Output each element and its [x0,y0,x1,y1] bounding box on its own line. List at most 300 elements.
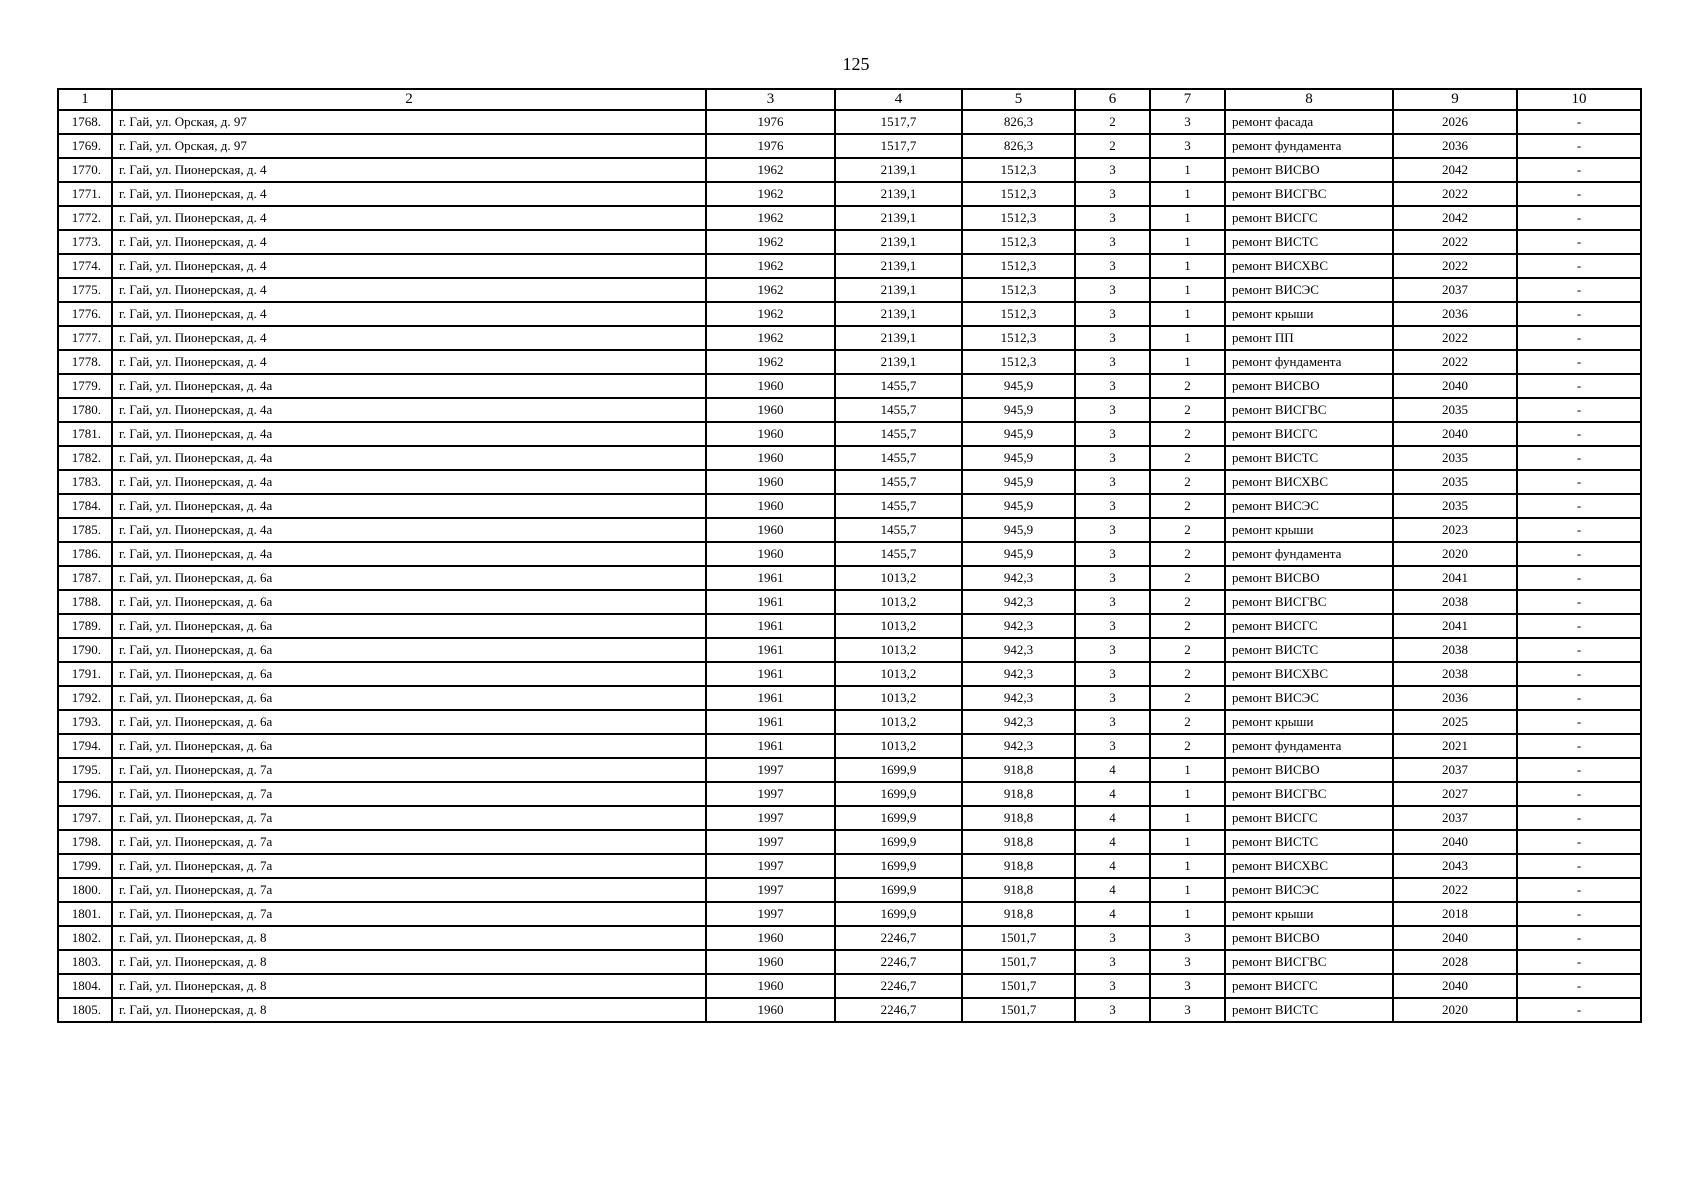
cell-living-area: 1512,3 [962,206,1075,230]
cell-planned-year: 2040 [1393,374,1517,398]
cell-entrances: 2 [1150,614,1225,638]
cell-entrances: 1 [1150,878,1225,902]
cell-floors: 3 [1075,374,1150,398]
cell-row-number: 1798. [58,830,112,854]
cell-note: - [1517,518,1641,542]
cell-note: - [1517,254,1641,278]
cell-note: - [1517,974,1641,998]
cell-row-number: 1801. [58,902,112,926]
cell-year-built: 1997 [706,830,835,854]
page-number: 125 [842,54,870,74]
cell-address: г. Гай, ул. Пионерская, д. 8 [112,974,706,998]
cell-total-area: 1455,7 [835,494,962,518]
table-body [58,110,1641,1022]
cell-floors: 3 [1075,734,1150,758]
cell-row-number: 1785. [58,518,112,542]
cell-floors: 3 [1075,926,1150,950]
table-row [58,158,1641,182]
cell-entrances: 1 [1150,902,1225,926]
cell-planned-year: 2035 [1393,494,1517,518]
cell-row-number: 1775. [58,278,112,302]
cell-row-number: 1779. [58,374,112,398]
cell-floors: 3 [1075,542,1150,566]
cell-entrances: 2 [1150,638,1225,662]
cell-floors: 3 [1075,182,1150,206]
cell-planned-year: 2028 [1393,950,1517,974]
cell-row-number: 1777. [58,326,112,350]
table-row [58,710,1641,734]
cell-living-area: 942,3 [962,686,1075,710]
table-row [58,590,1641,614]
cell-entrances: 2 [1150,422,1225,446]
cell-total-area: 1013,2 [835,590,962,614]
cell-floors: 3 [1075,158,1150,182]
cell-living-area: 942,3 [962,734,1075,758]
column-header: 5 [962,89,1075,110]
cell-entrances: 2 [1150,662,1225,686]
cell-work-type: ремонт ВИСВО [1225,158,1393,182]
cell-note: - [1517,854,1641,878]
cell-row-number: 1795. [58,758,112,782]
cell-note: - [1517,926,1641,950]
cell-entrances: 2 [1150,686,1225,710]
cell-planned-year: 2040 [1393,974,1517,998]
cell-planned-year: 2040 [1393,926,1517,950]
cell-year-built: 1960 [706,374,835,398]
cell-living-area: 1512,3 [962,278,1075,302]
cell-floors: 3 [1075,518,1150,542]
cell-address: г. Гай, ул. Пионерская, д. 8 [112,998,706,1022]
cell-total-area: 1455,7 [835,542,962,566]
cell-address: г. Гай, ул. Пионерская, д. 4 [112,182,706,206]
table-row [58,134,1641,158]
cell-address: г. Гай, ул. Орская, д. 97 [112,110,706,134]
cell-entrances: 3 [1150,110,1225,134]
cell-planned-year: 2020 [1393,998,1517,1022]
cell-note: - [1517,566,1641,590]
cell-planned-year: 2018 [1393,902,1517,926]
cell-total-area: 1013,2 [835,710,962,734]
cell-total-area: 2139,1 [835,230,962,254]
cell-floors: 3 [1075,662,1150,686]
cell-living-area: 1512,3 [962,326,1075,350]
cell-address: г. Гай, ул. Пионерская, д. 4 [112,206,706,230]
cell-address: г. Гай, ул. Пионерская, д. 4 [112,326,706,350]
cell-living-area: 945,9 [962,470,1075,494]
cell-note: - [1517,326,1641,350]
cell-entrances: 2 [1150,566,1225,590]
cell-work-type: ремонт ПП [1225,326,1393,350]
table-row [58,758,1641,782]
cell-living-area: 945,9 [962,398,1075,422]
cell-note: - [1517,110,1641,134]
cell-row-number: 1770. [58,158,112,182]
cell-row-number: 1780. [58,398,112,422]
cell-row-number: 1797. [58,806,112,830]
table-row [58,566,1641,590]
cell-row-number: 1771. [58,182,112,206]
cell-year-built: 1962 [706,158,835,182]
cell-floors: 3 [1075,950,1150,974]
cell-living-area: 942,3 [962,614,1075,638]
cell-row-number: 1787. [58,566,112,590]
cell-year-built: 1976 [706,110,835,134]
cell-address: г. Гай, ул. Пионерская, д. 7а [112,830,706,854]
cell-year-built: 1997 [706,902,835,926]
column-header: 2 [112,89,706,110]
cell-total-area: 1455,7 [835,470,962,494]
cell-total-area: 2139,1 [835,158,962,182]
cell-year-built: 1961 [706,566,835,590]
cell-note: - [1517,422,1641,446]
cell-entrances: 1 [1150,206,1225,230]
cell-year-built: 1960 [706,470,835,494]
cell-year-built: 1962 [706,350,835,374]
cell-row-number: 1774. [58,254,112,278]
cell-planned-year: 2040 [1393,422,1517,446]
cell-work-type: ремонт ВИСГС [1225,806,1393,830]
cell-total-area: 1013,2 [835,734,962,758]
cell-floors: 3 [1075,470,1150,494]
cell-living-area: 942,3 [962,662,1075,686]
cell-work-type: ремонт ВИСЭС [1225,278,1393,302]
table-row [58,638,1641,662]
cell-year-built: 1961 [706,686,835,710]
cell-year-built: 1997 [706,854,835,878]
cell-year-built: 1997 [706,758,835,782]
cell-floors: 3 [1075,446,1150,470]
cell-total-area: 1455,7 [835,374,962,398]
cell-address: г. Гай, ул. Пионерская, д. 6а [112,734,706,758]
table-row [58,902,1641,926]
cell-work-type: ремонт ВИСВО [1225,758,1393,782]
cell-address: г. Гай, ул. Пионерская, д. 4 [112,350,706,374]
cell-living-area: 918,8 [962,758,1075,782]
cell-note: - [1517,878,1641,902]
cell-planned-year: 2038 [1393,590,1517,614]
cell-year-built: 1962 [706,278,835,302]
cell-work-type: ремонт крыши [1225,902,1393,926]
cell-row-number: 1776. [58,302,112,326]
cell-living-area: 942,3 [962,566,1075,590]
cell-planned-year: 2023 [1393,518,1517,542]
cell-living-area: 918,8 [962,806,1075,830]
cell-entrances: 1 [1150,302,1225,326]
table-row [58,998,1641,1022]
cell-work-type: ремонт ВИСЭС [1225,878,1393,902]
cell-planned-year: 2035 [1393,398,1517,422]
cell-entrances: 1 [1150,806,1225,830]
cell-floors: 2 [1075,110,1150,134]
cell-address: г. Гай, ул. Пионерская, д. 4а [112,518,706,542]
table-row [58,470,1641,494]
cell-total-area: 2246,7 [835,950,962,974]
cell-work-type: ремонт ВИСХВС [1225,254,1393,278]
cell-living-area: 945,9 [962,422,1075,446]
cell-entrances: 3 [1150,974,1225,998]
cell-floors: 3 [1075,326,1150,350]
column-header: 3 [706,89,835,110]
cell-work-type: ремонт ВИСТС [1225,638,1393,662]
cell-total-area: 1517,7 [835,110,962,134]
cell-note: - [1517,782,1641,806]
cell-work-type: ремонт ВИСТС [1225,830,1393,854]
cell-entrances: 1 [1150,158,1225,182]
cell-note: - [1517,542,1641,566]
cell-floors: 3 [1075,398,1150,422]
cell-floors: 3 [1075,566,1150,590]
cell-work-type: ремонт ВИСТС [1225,998,1393,1022]
cell-work-type: ремонт ВИСГВС [1225,950,1393,974]
cell-planned-year: 2042 [1393,206,1517,230]
table-row [58,686,1641,710]
cell-year-built: 1997 [706,806,835,830]
cell-row-number: 1802. [58,926,112,950]
cell-note: - [1517,374,1641,398]
cell-note: - [1517,350,1641,374]
column-header: 6 [1075,89,1150,110]
cell-note: - [1517,806,1641,830]
cell-total-area: 2139,1 [835,278,962,302]
cell-row-number: 1768. [58,110,112,134]
cell-note: - [1517,758,1641,782]
cell-entrances: 2 [1150,374,1225,398]
cell-work-type: ремонт фасада [1225,110,1393,134]
cell-planned-year: 2036 [1393,686,1517,710]
cell-address: г. Гай, ул. Пионерская, д. 4 [112,158,706,182]
cell-entrances: 1 [1150,830,1225,854]
cell-floors: 4 [1075,758,1150,782]
cell-note: - [1517,662,1641,686]
cell-entrances: 3 [1150,134,1225,158]
cell-entrances: 1 [1150,326,1225,350]
cell-entrances: 2 [1150,542,1225,566]
cell-planned-year: 2022 [1393,350,1517,374]
cell-address: г. Гай, ул. Пионерская, д. 4а [112,374,706,398]
cell-floors: 3 [1075,974,1150,998]
cell-year-built: 1960 [706,974,835,998]
cell-note: - [1517,494,1641,518]
cell-row-number: 1791. [58,662,112,686]
cell-floors: 3 [1075,350,1150,374]
cell-address: г. Гай, ул. Пионерская, д. 6а [112,686,706,710]
cell-address: г. Гай, ул. Пионерская, д. 4а [112,398,706,422]
cell-floors: 3 [1075,614,1150,638]
cell-address: г. Гай, ул. Пионерская, д. 4а [112,494,706,518]
cell-total-area: 2139,1 [835,182,962,206]
cell-entrances: 2 [1150,470,1225,494]
cell-living-area: 826,3 [962,110,1075,134]
cell-total-area: 1699,9 [835,854,962,878]
cell-floors: 3 [1075,638,1150,662]
cell-planned-year: 2036 [1393,302,1517,326]
cell-living-area: 918,8 [962,878,1075,902]
table-row [58,734,1641,758]
cell-floors: 3 [1075,590,1150,614]
cell-address: г. Гай, ул. Пионерская, д. 6а [112,590,706,614]
cell-address: г. Гай, ул. Орская, д. 97 [112,134,706,158]
cell-note: - [1517,158,1641,182]
cell-planned-year: 2037 [1393,278,1517,302]
column-header: 8 [1225,89,1393,110]
cell-year-built: 1961 [706,590,835,614]
cell-work-type: ремонт ВИСГВС [1225,590,1393,614]
table-row [58,854,1641,878]
cell-note: - [1517,278,1641,302]
cell-address: г. Гай, ул. Пионерская, д. 4а [112,470,706,494]
cell-planned-year: 2022 [1393,326,1517,350]
cell-planned-year: 2022 [1393,182,1517,206]
cell-total-area: 2246,7 [835,998,962,1022]
cell-work-type: ремонт ВИСГВС [1225,182,1393,206]
cell-living-area: 918,8 [962,782,1075,806]
cell-year-built: 1962 [706,302,835,326]
cell-work-type: ремонт крыши [1225,710,1393,734]
table-row [58,446,1641,470]
cell-floors: 3 [1075,230,1150,254]
cell-work-type: ремонт фундамента [1225,542,1393,566]
column-header: 1 [58,89,112,110]
column-header: 10 [1517,89,1641,110]
cell-address: г. Гай, ул. Пионерская, д. 6а [112,638,706,662]
cell-planned-year: 2021 [1393,734,1517,758]
cell-floors: 2 [1075,134,1150,158]
cell-work-type: ремонт ВИСТС [1225,446,1393,470]
cell-living-area: 1512,3 [962,302,1075,326]
cell-floors: 3 [1075,686,1150,710]
cell-year-built: 1960 [706,926,835,950]
cell-work-type: ремонт фундамента [1225,734,1393,758]
cell-address: г. Гай, ул. Пионерская, д. 6а [112,566,706,590]
cell-total-area: 1013,2 [835,686,962,710]
cell-address: г. Гай, ул. Пионерская, д. 7а [112,902,706,926]
cell-living-area: 1512,3 [962,230,1075,254]
cell-total-area: 2246,7 [835,926,962,950]
cell-year-built: 1961 [706,734,835,758]
cell-planned-year: 2041 [1393,614,1517,638]
cell-note: - [1517,734,1641,758]
cell-address: г. Гай, ул. Пионерская, д. 8 [112,950,706,974]
cell-entrances: 1 [1150,254,1225,278]
cell-year-built: 1962 [706,230,835,254]
cell-year-built: 1960 [706,542,835,566]
cell-planned-year: 2035 [1393,470,1517,494]
cell-planned-year: 2022 [1393,230,1517,254]
cell-note: - [1517,230,1641,254]
cell-row-number: 1793. [58,710,112,734]
cell-row-number: 1773. [58,230,112,254]
cell-note: - [1517,710,1641,734]
cell-planned-year: 2020 [1393,542,1517,566]
cell-total-area: 1699,9 [835,878,962,902]
register-table [57,88,1642,1023]
cell-address: г. Гай, ул. Пионерская, д. 4 [112,278,706,302]
cell-year-built: 1960 [706,398,835,422]
cell-planned-year: 2038 [1393,662,1517,686]
table-row [58,398,1641,422]
cell-note: - [1517,446,1641,470]
cell-note: - [1517,590,1641,614]
cell-address: г. Гай, ул. Пионерская, д. 7а [112,878,706,902]
cell-floors: 4 [1075,782,1150,806]
cell-address: г. Гай, ул. Пионерская, д. 7а [112,758,706,782]
cell-work-type: ремонт ВИСХВС [1225,470,1393,494]
cell-address: г. Гай, ул. Пионерская, д. 4 [112,230,706,254]
cell-year-built: 1960 [706,446,835,470]
cell-address: г. Гай, ул. Пионерская, д. 4а [112,422,706,446]
cell-living-area: 942,3 [962,638,1075,662]
cell-year-built: 1976 [706,134,835,158]
cell-address: г. Гай, ул. Пионерская, д. 7а [112,806,706,830]
cell-floors: 4 [1075,902,1150,926]
cell-work-type: ремонт ВИСВО [1225,374,1393,398]
cell-entrances: 1 [1150,758,1225,782]
cell-planned-year: 2027 [1393,782,1517,806]
cell-total-area: 1455,7 [835,398,962,422]
cell-year-built: 1961 [706,614,835,638]
table-row [58,278,1641,302]
table-row [58,422,1641,446]
cell-year-built: 1962 [706,206,835,230]
cell-planned-year: 2037 [1393,806,1517,830]
cell-total-area: 1013,2 [835,662,962,686]
cell-year-built: 1960 [706,422,835,446]
cell-work-type: ремонт ВИСТС [1225,230,1393,254]
table-row [58,782,1641,806]
cell-row-number: 1782. [58,446,112,470]
cell-row-number: 1789. [58,614,112,638]
cell-work-type: ремонт ВИСГС [1225,422,1393,446]
cell-row-number: 1800. [58,878,112,902]
cell-total-area: 2139,1 [835,326,962,350]
cell-floors: 3 [1075,710,1150,734]
cell-living-area: 945,9 [962,446,1075,470]
cell-total-area: 2139,1 [835,254,962,278]
cell-work-type: ремонт ВИСВО [1225,926,1393,950]
column-header: 7 [1150,89,1225,110]
cell-total-area: 2139,1 [835,350,962,374]
table-row [58,614,1641,638]
cell-work-type: ремонт фундамента [1225,134,1393,158]
cell-row-number: 1799. [58,854,112,878]
table-row [58,806,1641,830]
column-header: 4 [835,89,962,110]
column-header: 9 [1393,89,1517,110]
cell-living-area: 945,9 [962,374,1075,398]
cell-planned-year: 2040 [1393,830,1517,854]
cell-address: г. Гай, ул. Пионерская, д. 4а [112,446,706,470]
cell-entrances: 1 [1150,782,1225,806]
cell-living-area: 945,9 [962,542,1075,566]
table-row [58,182,1641,206]
cell-note: - [1517,950,1641,974]
cell-total-area: 1455,7 [835,422,962,446]
cell-total-area: 1699,9 [835,782,962,806]
cell-entrances: 1 [1150,182,1225,206]
cell-year-built: 1961 [706,662,835,686]
cell-planned-year: 2022 [1393,254,1517,278]
cell-note: - [1517,398,1641,422]
cell-row-number: 1790. [58,638,112,662]
cell-living-area: 942,3 [962,590,1075,614]
cell-note: - [1517,134,1641,158]
cell-total-area: 1013,2 [835,638,962,662]
cell-living-area: 918,8 [962,854,1075,878]
cell-living-area: 918,8 [962,902,1075,926]
cell-year-built: 1960 [706,518,835,542]
cell-work-type: ремонт ВИСГС [1225,614,1393,638]
table-row [58,326,1641,350]
